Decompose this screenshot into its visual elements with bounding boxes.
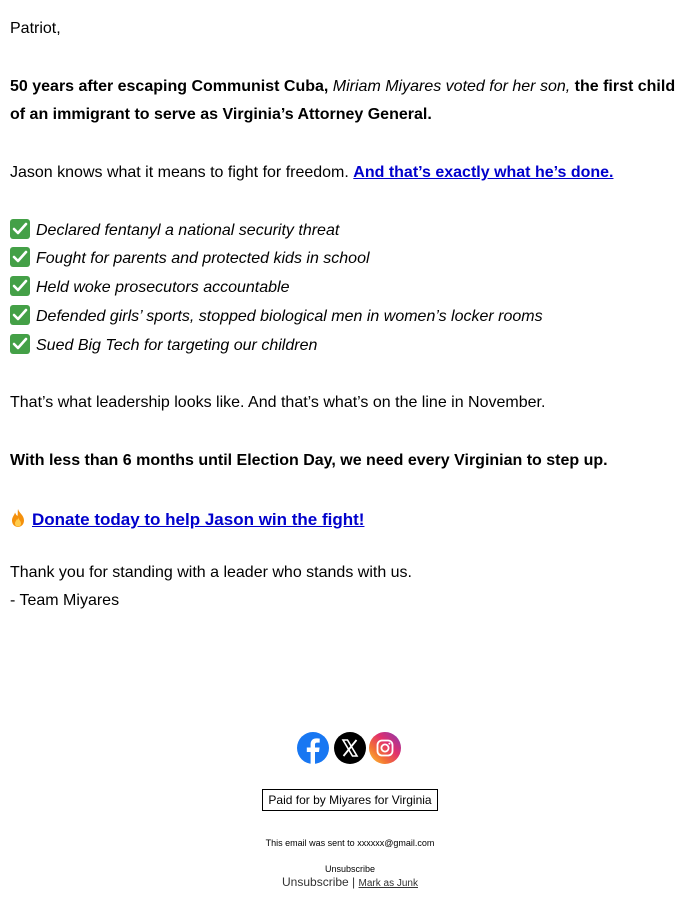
signature: - Team Miyares <box>10 592 120 609</box>
check-icon <box>10 276 30 296</box>
intro-line-1 <box>10 77 675 97</box>
accomplishment-text: Defended girls’ sports, stopped biological men in women’s locker rooms <box>36 308 543 325</box>
instagram-icon[interactable] <box>369 732 401 764</box>
election-paragraph: With less than 6 months until Election Day, we need every Virginian to step up. <box>10 452 608 469</box>
paid-for-disclaimer: Paid for by Miyares for Virginia <box>262 789 438 811</box>
unsubscribe-link[interactable]: Unsubscribe <box>282 875 349 889</box>
check-icon <box>10 219 30 239</box>
intro-italic: Miriam Miyares voted for her son, <box>328 78 571 95</box>
leadership-paragraph: That’s what leadership looks like. And that’s what’s on the line in November. <box>10 394 546 411</box>
greeting: Patriot, <box>10 20 61 37</box>
intro-bold-start: 50 years after escaping Communist Cuba, <box>10 78 329 95</box>
accomplishment-item <box>10 305 543 328</box>
x-icon[interactable] <box>334 732 366 764</box>
intro-bold-end: the first child <box>570 78 676 95</box>
sent-to-text: This email was sent to xxxxxx@gmail.com <box>265 838 435 848</box>
done-link[interactable]: And that’s exactly what he’s done. <box>353 164 614 181</box>
intro-line-2: of an immigrant to serve as Virginia’s Attorney General. <box>10 106 432 123</box>
unsubscribe-link-small[interactable]: Unsubscribe <box>324 864 376 874</box>
separator: | <box>348 875 359 889</box>
accomplishment-item <box>10 247 370 270</box>
accomplishment-text: Fought for parents and protected kids in school <box>36 250 370 267</box>
mark-as-junk-link[interactable]: Mark as Junk <box>358 878 418 889</box>
check-icon <box>10 305 30 325</box>
freedom-text: Jason knows what it means to fight for freedom. <box>10 164 354 181</box>
social-links <box>297 732 405 766</box>
check-icon <box>10 334 30 354</box>
accomplishment-text: Declared fentanyl a national security threat <box>36 222 340 239</box>
facebook-icon[interactable] <box>297 732 329 764</box>
accomplishment-text: Held woke prosecutors accountable <box>36 279 290 296</box>
freedom-paragraph <box>10 163 613 183</box>
donate-link[interactable]: Donate today to help Jason win the fight! <box>32 510 365 529</box>
accomplishment-item <box>10 334 317 357</box>
accomplishment-item <box>10 276 289 299</box>
unsubscribe-row <box>0 875 700 889</box>
fire-icon <box>10 508 26 528</box>
thanks-text: Thank you for standing with a leader who stands with us. <box>10 564 412 581</box>
accomplishment-text: Sued Big Tech for targeting our children <box>36 337 318 354</box>
donate-paragraph <box>10 508 364 530</box>
check-icon <box>10 247 30 267</box>
accomplishment-item <box>10 219 339 242</box>
